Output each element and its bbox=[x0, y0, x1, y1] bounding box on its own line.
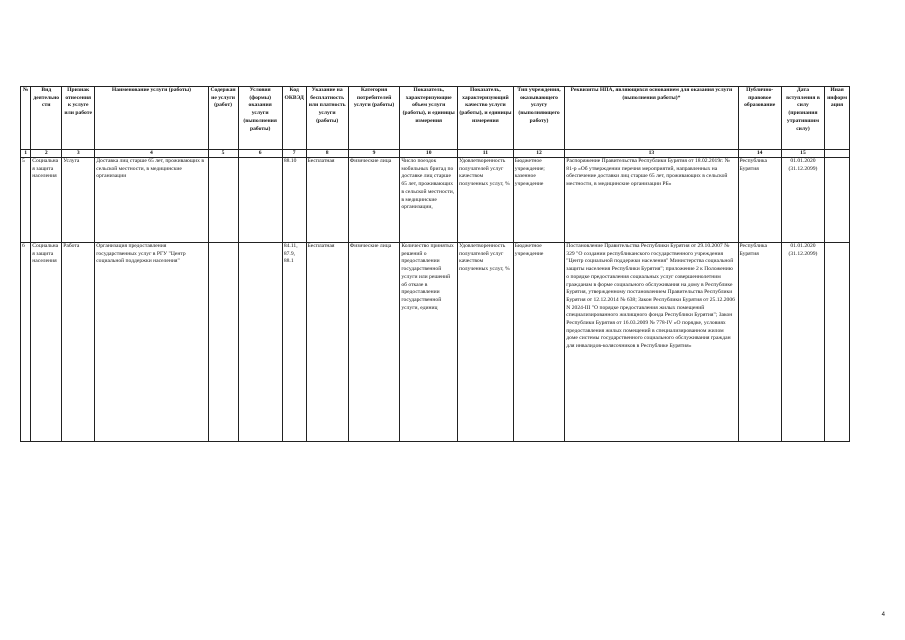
column-number-cell: 15 bbox=[781, 150, 824, 158]
column-number-cell: 11 bbox=[458, 150, 514, 158]
header-cell: Иная информация bbox=[825, 87, 850, 150]
column-number-cell: 12 bbox=[513, 150, 565, 158]
column-number-cell: 14 bbox=[738, 150, 781, 158]
other-info-cell bbox=[825, 158, 850, 243]
column-number-cell: 5 bbox=[208, 150, 238, 158]
okved-cell: 84.11, 87.9, 88.1 bbox=[282, 243, 306, 442]
services-registry-table bbox=[20, 86, 850, 442]
public-entity-cell: Республика Бурятия bbox=[738, 158, 781, 243]
header-cell: Наименование услуги (работы) bbox=[95, 87, 208, 150]
payment-cell: Бесплатная bbox=[306, 158, 348, 243]
volume-indicator-cell: Число поездок мобильных бригад по доставке лиц старше 65 лет, проживающих в сельской местности, в медицинские организации, bbox=[400, 158, 458, 243]
effective-date-cell: 01.01.2020 (31.12.2099) bbox=[781, 243, 824, 442]
page-number: 4 bbox=[881, 612, 885, 618]
table-row bbox=[21, 243, 850, 442]
category-cell: Физические лица bbox=[348, 158, 400, 243]
content-cell bbox=[208, 158, 238, 243]
header-cell: Содержание услуги (работ) bbox=[208, 87, 238, 150]
header-cell: № bbox=[21, 87, 31, 150]
header-cell: Код ОКВЭД bbox=[282, 87, 306, 150]
column-number-cell: 8 bbox=[306, 150, 348, 158]
header-cell: Указание на бесплатность или платность услуги (работы) bbox=[306, 87, 348, 150]
header-cell: Вид деятельности bbox=[31, 87, 62, 150]
public-entity-cell: Республика Бурятия bbox=[738, 243, 781, 442]
service-name-cell: Организация предоставления государственных услуг в РГУ "Центр социальной поддержки населения" bbox=[95, 243, 208, 442]
npa-details-cell: Распоряжение Правительства Республики Бурятия от 18.02.2019г. № 81-р «Об утверждении перечня мероприятий, направленных на обеспечение доставки лиц старше 65 лет, проживающих в сельской местности, в медицинские организации РБ» bbox=[565, 158, 738, 243]
column-number-cell: 2 bbox=[31, 150, 62, 158]
conditions-cell bbox=[238, 243, 282, 442]
okved-cell: 88.10 bbox=[282, 158, 306, 243]
column-number-cell: 7 bbox=[282, 150, 306, 158]
header-cell: Показатель, характеризующие объем услуги (работы), и единицы измерения bbox=[400, 87, 458, 150]
table-row bbox=[21, 158, 850, 243]
column-number-cell bbox=[825, 150, 850, 158]
content-cell bbox=[208, 243, 238, 442]
column-number-cell: 4 bbox=[95, 150, 208, 158]
column-number-cell: 10 bbox=[400, 150, 458, 158]
service-name-cell: Доставка лиц старше 65 лет, проживающих в сельской местности, в медицинские организации bbox=[95, 158, 208, 243]
volume-indicator-cell: Количество принятых решений о предоставлении государственной услуги или решений об отказе в предоставлении государственной услуги, единиц bbox=[400, 243, 458, 442]
row-number: 5 bbox=[21, 158, 31, 243]
column-number-cell: 9 bbox=[348, 150, 400, 158]
npa-details-cell: Постановление Правительства Республики Бурятия от 29.10.2007 № 329 "О создании республиканского государственного учреждения "Центр социальной поддержки населения" Министерства социальной защиты населения Республики Бурятия"; приложение 2 к Положению о порядке предоставления социальных услуг совершеннолетним гражданам в форме социального обслуживания на дому в Республике Бурятия, утвержденному постановлением Правительства Республики Бурятия от 12.12.2014 № 638; Закон Республики Бурятия от 25.12.2006 N 2024-III "О порядке предоставления жилых помещений специализированного жилищного фонда Республики Бурятия"; Закон Республики Бурятия от 16.03.2009 № 778-IV «О порядке, условиях предоставления жилых помещений в специализированном жилом доме системы государственного социального обслуживания граждан для инвалидов-колясочников в Республике Бурятия» bbox=[565, 243, 738, 442]
header-cell: Признак отнесения к услуге или работе bbox=[62, 87, 95, 150]
institution-type-cell: Бюджетное учреждение; казенное учреждение bbox=[513, 158, 565, 243]
effective-date-cell: 01.01.2020 (31.12.2099) bbox=[781, 158, 824, 243]
payment-cell: Бесплатная bbox=[306, 243, 348, 442]
category-cell: Физические лица bbox=[348, 243, 400, 442]
column-number-cell: 13 bbox=[565, 150, 738, 158]
sign-cell: Работа bbox=[62, 243, 95, 442]
other-info-cell bbox=[825, 243, 850, 442]
header-cell: Тип учреждения, оказывающего услугу (выполняющего работу) bbox=[513, 87, 565, 150]
quality-indicator-cell: Удовлетворенность получателей услуг качеством полученных услуг, % bbox=[458, 243, 514, 442]
header-cell: Категория потребителей услуги (работы) bbox=[348, 87, 400, 150]
header-cell: Дата вступления в силу (признания утратившим силу) bbox=[781, 87, 824, 150]
column-number-cell: 6 bbox=[238, 150, 282, 158]
sign-cell: Услуга bbox=[62, 158, 95, 243]
activity-cell: Социальная защита населения bbox=[31, 158, 62, 243]
row-number: 6 bbox=[21, 243, 31, 442]
institution-type-cell: Бюджетное учреждение bbox=[513, 243, 565, 442]
header-cell: Публично-правовое образование bbox=[738, 87, 781, 150]
quality-indicator-cell: Удовлетворенность получателей услуг качеством полученных услуг, % bbox=[458, 158, 514, 243]
header-cell: Условия (формы) оказания услуги (выполнения работы) bbox=[238, 87, 282, 150]
column-number-cell: 3 bbox=[62, 150, 95, 158]
column-number-row bbox=[21, 150, 850, 158]
activity-cell: Социальная защита населения bbox=[31, 243, 62, 442]
conditions-cell bbox=[238, 158, 282, 243]
header-cell: Реквизиты НПА, являющихся основанием для оказания услуги (выполнения работы)* bbox=[565, 87, 738, 150]
header-cell: Показатель, характеризующий качество услуги (работы), и единицы измерения bbox=[458, 87, 514, 150]
column-number-cell: 1 bbox=[21, 150, 31, 158]
header-row bbox=[21, 87, 850, 150]
